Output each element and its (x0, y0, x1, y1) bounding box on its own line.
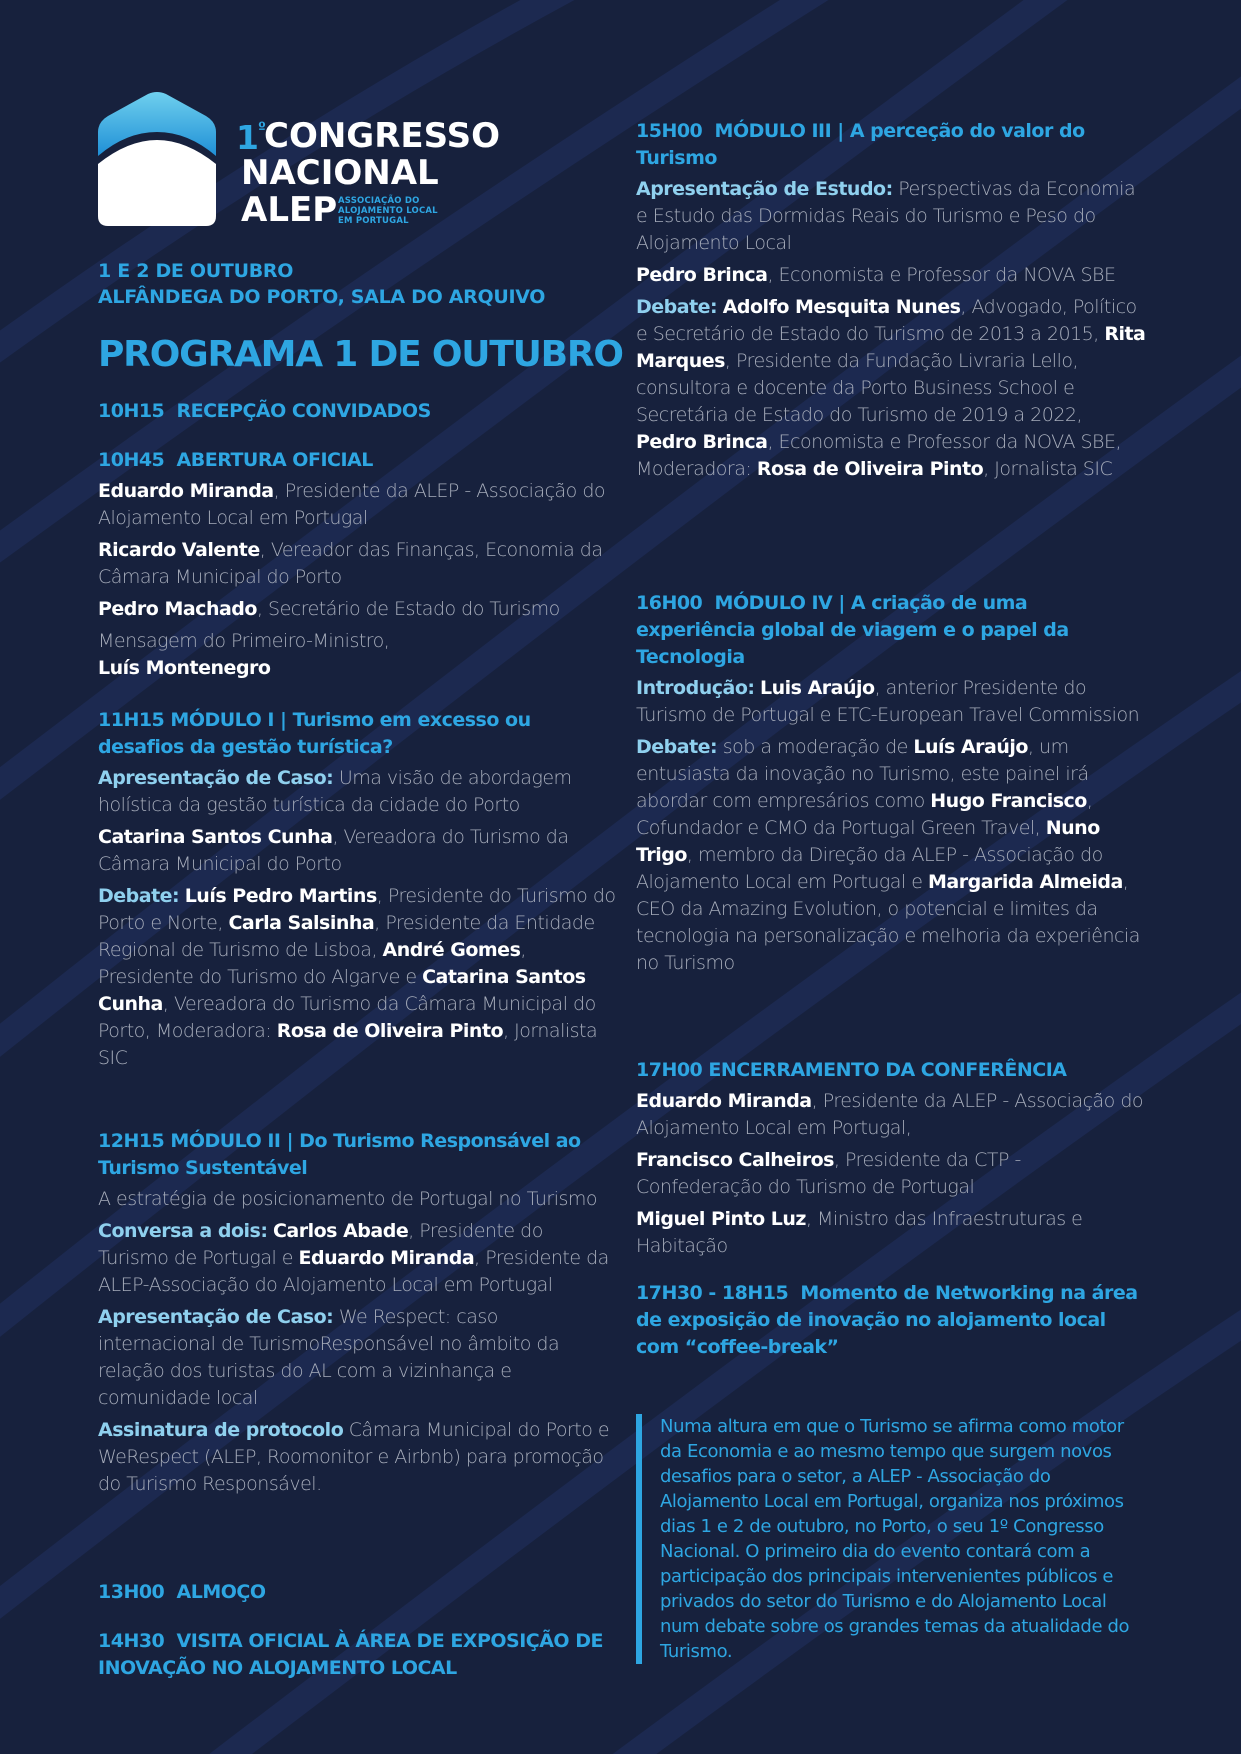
logo-line-alep: ALEP (241, 190, 338, 230)
session-time: 10H15 (98, 400, 165, 422)
speaker-name: Luís Montenegro (98, 657, 271, 679)
session-title: Momento de Networking na área de exposição de inovação no alojamento local com “coffee-break” (636, 1282, 1138, 1358)
logo-subtitle: ASSOCIAÇÃO DO ALOJAMENTO LOCAL EM PORTUGAL (338, 196, 438, 226)
session-title: VISITA OFICIAL À ÁREA DE EXPOSIÇÃO DE INOVAÇÃO NO ALOJAMENTO LOCAL (98, 1630, 603, 1679)
session-title: MÓDULO II | Do Turismo Responsável ao Turismo Sustentável (98, 1130, 581, 1179)
speaker-name: Pedro Machado (98, 598, 257, 620)
session-module-4: 16H00 MÓDULO IV | A criação de uma experiência global de viagem e o papel da Tecnologia Introdução: Luis Araújo, anterior Presidente do Turismo de Portugal e ETC-European Travel Commission Debate: sob a moderação de Luís Araújo, um entusiasta da inovação no Turismo, este painel irá abordar com empresários como Hugo Francisco, Cofundador e CMO da Portugal Green Travel, Nuno Trigo, membro da Direção da ALEP - Associação do Alojamento Local em Portugal e Margarida Almeida, CEO da Amazing Evolution, o potencial e limites da tecnologia na personalização e melhoria da experiência no Turismo (636, 592, 1140, 974)
congress-logo (98, 92, 498, 232)
session-time: 10H45 (98, 449, 165, 471)
session-title: ABERTURA OFICIAL (176, 449, 373, 471)
logo-line-congresso: CONGRESSO (264, 116, 500, 156)
event-venue: ALFÂNDEGA DO PORTO, SALA DO ARQUIVO (98, 286, 546, 308)
session-networking (636, 1280, 1146, 1361)
session-time: 13H00 (98, 1581, 165, 1603)
session-title: MÓDULO IV | A criação de uma experiência global de viagem e o papel da Tecnologia (636, 592, 1069, 668)
session-title: ALMOÇO (176, 1581, 266, 1603)
logo-number: $1^º$ (236, 118, 265, 157)
session-time: 15H00 (636, 120, 703, 142)
house-logo-icon (98, 92, 216, 226)
session-title: MÓDULO I | Turismo em excesso ou desafios da gestão turística? (98, 709, 531, 758)
session-time: 17H30 - 18H15 (636, 1282, 789, 1304)
program-title: PROGRAMA 1 DE OUTUBRO (98, 334, 623, 375)
session-time: 14H30 (98, 1630, 165, 1652)
event-info (98, 258, 545, 310)
session-closing: 17H00 ENCERRAMENTO DA CONFERÊNCIA Eduardo Miranda, Presidente da ALEP - Associação do Alojamento Local em Portugal, Francisco Calheiros, Presidente da CTP - Confederação do Turismo de Portugal Miguel Pinto Luz, Ministro das Infraestruturas e Habitação (636, 1059, 1144, 1257)
session-module-1: 11H15 MÓDULO I | Turismo em excesso ou desafios da gestão turística? Apresentação de Caso: Uma visão de abordagem holística da gestão turística da cidade do Porto Catarina Santos Cunha, Vereadora do Turismo da Câmara Municipal do Porto Debate: Luís Pedro Martins, Presidente do Turismo do Porto e Norte, Carla Salsinha, Presidente da Entidade Regional de Turismo de Lisboa, André Gomes, Presidente do Turismo do Algarve e Catarina Santos Cunha, Vereadora do Turismo da Câmara Municipal do Porto, Moderadora: Rosa de Oliveira Pinto, Jornalista SIC (98, 709, 616, 1069)
speaker-name: Eduardo Miranda (98, 480, 274, 502)
session-reception (98, 398, 618, 425)
session-official-visit (98, 1628, 618, 1682)
session-time: 12H15 (98, 1130, 165, 1152)
event-dates: 1 E 2 DE OUTUBRO (98, 260, 294, 282)
session-title: ENCERRAMENTO DA CONFERÊNCIA (708, 1059, 1067, 1081)
session-title: MÓDULO III | A perceção do valor do Turismo (636, 120, 1085, 169)
intro-quote: Numa altura em que o Turismo se afirma como motor da Economia e ao mesmo tempo que surgem novos desafios para o setor, a ALEP - Associação do Alojamento Local em Portugal, organiza nos próximos dias 1 e 2 de outubro, no Porto, o seu 1º Congresso Nacional. O primeiro dia do evento contará com a participação dos principais intervenientes públicos e privados do setor do Turismo e do Alojamento Local num debate sobre os grandes temas da atualidade do Turismo. (636, 1414, 1136, 1664)
session-lunch (98, 1579, 618, 1606)
session-time: 17H00 (636, 1059, 703, 1081)
session-title: RECEPÇÃO CONVIDADOS (176, 400, 431, 422)
logo-line-nacional: NACIONAL (241, 153, 439, 193)
session-opening: 10H45 ABERTURA OFICIAL Eduardo Miranda, Presidente da ALEP - Associação do Alojamento Local em Portugal Ricardo Valente, Vereador das Finanças, Economia da Câmara Municipal do Porto Pedro Machado, Secretário de Estado do Turismo Mensagem do Primeiro-Ministro, Luís Montenegro (98, 447, 618, 682)
session-time: 11H15 (98, 709, 165, 731)
session-module-2: 12H15 MÓDULO II | Do Turismo Responsável ao Turismo Sustentável A estratégia de posicionamento de Portugal no Turismo Conversa a dois: Carlos Abade, Presidente do Turismo de Portugal e Eduardo Miranda, Presidente da ALEP-Associação do Alojamento Local em Portugal Apresentação de Caso: We Respect: caso internacional de TurismoResponsável no âmbito da relação dos turistas do AL com a vizinhança e comunidade local Assinatura de protocolo Câmara Municipal do Porto e WeRespect (ALEP, Roomonitor e Airbnb) para promoção do Turismo Responsável. (98, 1130, 610, 1495)
session-time: 16H00 (636, 592, 703, 614)
speaker-name: Ricardo Valente (98, 539, 260, 561)
session-module-3: 15H00 MÓDULO III | A perceção do valor do Turismo Apresentação de Estudo: Perspectivas da Economia e Estudo das Dormidas Reais do Turismo e Peso do Alojamento Local Pedro Brinca, Economista e Professor da NOVA SBE Debate: Adolfo Mesquita Nunes, Advogado, Político e Secretário de Estado do Turismo de 2013 a 2015, Rita Marques, Presidente da Fundação Livraria Lello, consultora e docente da Porto Business School e Secretária de Estado do Turismo de 2019 a 2022, Pedro Brinca, Economista e Professor da NOVA SBE, Moderadora: Rosa de Oliveira Pinto, Jornalista SIC (636, 120, 1146, 480)
